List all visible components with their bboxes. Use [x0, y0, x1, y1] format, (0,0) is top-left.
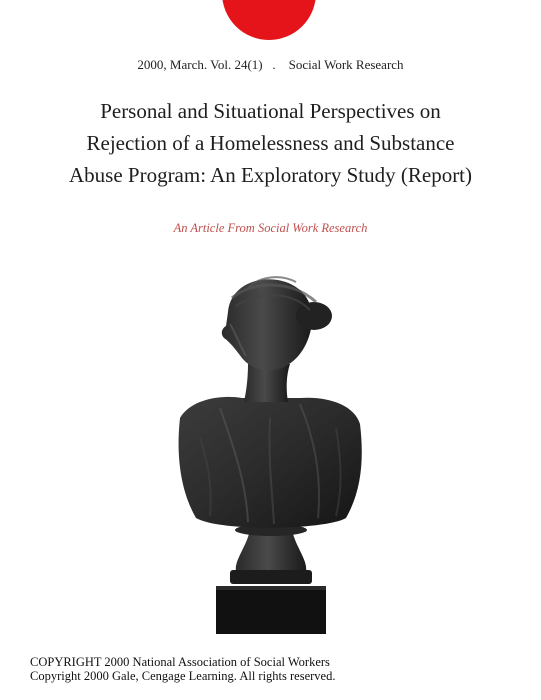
red-circle-decoration	[222, 0, 316, 40]
journal-citation: 2000, March. Vol. 24(1) . Social Work Research	[137, 57, 404, 72]
article-source-subtitle: An Article From Social Work Research	[173, 221, 368, 235]
copyright-line-1: COPYRIGHT 2000 National Association of Social Workers	[30, 655, 330, 669]
copyright-notice	[30, 655, 335, 683]
classical-bust-sculpture-icon	[150, 268, 390, 640]
book-title	[40, 95, 501, 191]
book-title-line-2: Rejection of a Homelessness and Substance	[86, 131, 455, 155]
copyright-line-2: Copyright 2000 Gale, Cengage Learning. All rights reserved.	[30, 669, 336, 683]
book-title-line-1: Personal and Situational Perspectives on	[100, 99, 441, 123]
book-title-line-3: Abuse Program: An Exploratory Study (Report)	[68, 163, 473, 187]
